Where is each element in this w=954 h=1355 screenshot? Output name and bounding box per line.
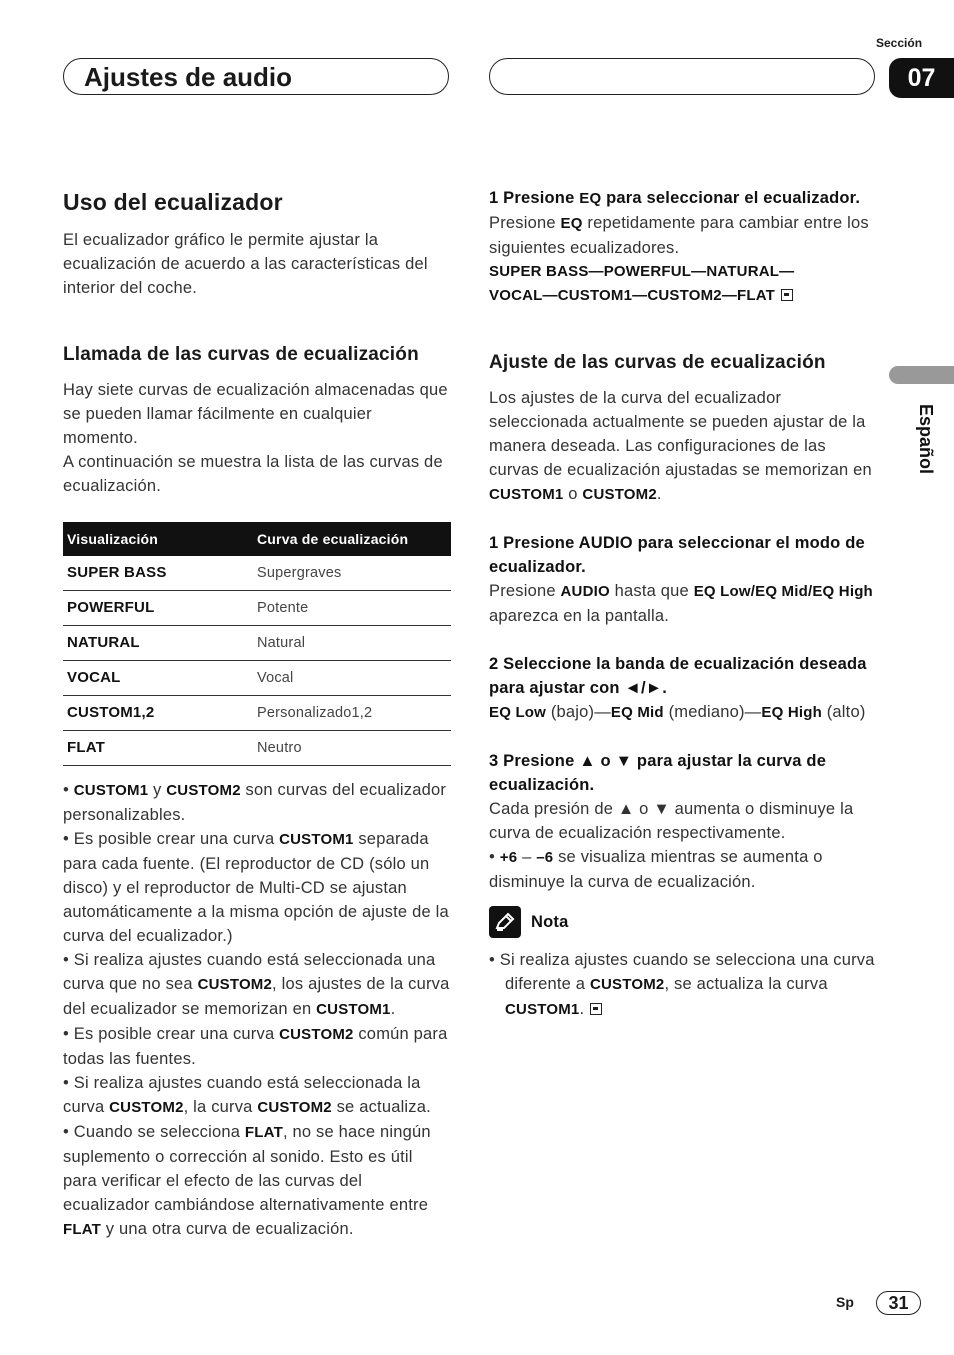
- table-cell-display: POWERFUL: [63, 591, 253, 626]
- bullet-custom-curves: • CUSTOM1 y CUSTOM2 son curvas del ecualizador personalizables.: [63, 781, 447, 824]
- table-row: [63, 661, 451, 696]
- note-bullet: • Si realiza ajustes cuando se selecciona una curva diferente a CUSTOM2, se actualiza la curva CUSTOM1.: [489, 951, 875, 1018]
- end-mark-icon: [781, 289, 793, 301]
- language-tab-marker: [889, 366, 954, 384]
- table-row: [63, 626, 451, 661]
- table-cell-curve: Vocal: [253, 661, 451, 696]
- step-audio-body: Presione AUDIO hasta que EQ Low/EQ Mid/EQ High aparezca en la pantalla.: [489, 582, 873, 625]
- table-cell-display: NATURAL: [63, 626, 253, 661]
- bullet-custom1-per-source: • Es posible crear una curva CUSTOM1 separada para cada fuente. (El reproductor de CD (sólo un disco) y el reproductor de Multi-CD se ajustan automáticamente a la misma opción de ajuste de la curva del ecualizador.): [63, 830, 449, 945]
- footer-language-code: Sp: [836, 1294, 854, 1310]
- language-label: Español: [916, 404, 936, 475]
- table-cell-curve: Supergraves: [253, 556, 451, 591]
- table-row: [63, 696, 451, 731]
- step-curve-title: 3 Presione ▲ o ▼ para ajustar la curva de ecualización.: [489, 752, 827, 794]
- eq-curves-table: [63, 522, 451, 766]
- bullet-flat: • Cuando se selecciona FLAT, no se hace ningún suplemento o corrección al sonido. Esto es útil para verificar el efecto de las curvas del ecualizador cambiándose alternativamente entre FLAT y una otra curva de ecualización.: [63, 1123, 431, 1238]
- table-cell-display: VOCAL: [63, 661, 253, 696]
- end-mark-icon: [590, 1003, 602, 1015]
- note-pencil-icon: [489, 906, 521, 938]
- step-curve-body: Cada presión de ▲ o ▼ aumenta o disminuye la curva de ecualización respectivamente.: [489, 800, 854, 842]
- section-heading: Uso del ecualizador: [63, 189, 283, 215]
- section-label: Sección: [876, 36, 923, 50]
- chapter-title-box: [63, 58, 449, 95]
- note-label: Nota: [531, 913, 569, 931]
- step-band-title: 2 Seleccione la banda de ecualización deseada para ajustar con ◄/►.: [489, 655, 867, 697]
- adjust-paragraph: Los ajustes de la curva del ecualizador seleccionada actualmente se pueden ajustar de la manera deseada. Las configuraciones de las curvas de ecualización ajustadas se memorizan en CUSTOM1 o CUSTOM2.: [489, 389, 872, 503]
- table-cell-curve: Potente: [253, 591, 451, 626]
- table-row: [63, 591, 451, 626]
- step-select-eq-title: 1 Presione EQ para seleccionar el ecualizador.: [489, 189, 861, 207]
- table-cell-curve: Personalizado1,2: [253, 696, 451, 731]
- step-curve-bullet: • +6 – –6 se visualiza mientras se aumenta o disminuye la curva de ecualización.: [489, 848, 823, 891]
- step-select-eq-body: Presione EQ repetidamente para cambiar entre los siguientes ecualizadores.: [489, 214, 869, 257]
- table-cell-curve: Neutro: [253, 731, 451, 766]
- subheading-recall: Llamada de las curvas de ecualización: [63, 344, 419, 365]
- subheading-adjust: Ajuste de las curvas de ecualización: [489, 352, 826, 373]
- bullet-custom2-update: • Si realiza ajustes cuando está seleccionada la curva CUSTOM2, la curva CUSTOM2 se actualiza.: [63, 1074, 431, 1116]
- table-cell-curve: Natural: [253, 626, 451, 661]
- blank-header-box: [489, 58, 875, 95]
- table-row: [63, 731, 451, 766]
- intro-paragraph: El ecualizador gráfico le permite ajustar la ecualización de acuerdo a las características del interior del coche.: [63, 231, 428, 297]
- recall-paragraph-1: Hay siete curvas de ecualización almacenadas que se pueden llamar fácilmente en cualquier momento.: [63, 381, 448, 447]
- eq-sequence-line-2: VOCAL—CUSTOM1—CUSTOM2—FLAT: [489, 284, 877, 308]
- bullet-custom2-common: • Es posible crear una curva CUSTOM2 común para todas las fuentes.: [63, 1025, 448, 1068]
- bullet-memorize-custom1: • Si realiza ajustes cuando está seleccionada una curva que no sea CUSTOM2, los ajustes de la curva del ecualizador se memorizan en CUSTOM1.: [63, 951, 450, 1018]
- note-header: [489, 906, 877, 938]
- step-audio-title: 1 Presione AUDIO para seleccionar el modo de ecualizador.: [489, 534, 865, 576]
- table-row: [63, 556, 451, 591]
- left-column: [63, 186, 451, 1242]
- table-cell-display: CUSTOM1,2: [63, 696, 253, 731]
- table-header-row: [63, 522, 451, 556]
- page-title: Ajustes de audio: [84, 62, 293, 92]
- eq-sequence-line-1: SUPER BASS—POWERFUL—NATURAL—: [489, 263, 795, 280]
- recall-paragraph-2: A continuación se muestra la lista de las curvas de ecualización.: [63, 453, 443, 495]
- section-number-badge: 07: [889, 58, 954, 98]
- table-cell-display: FLAT: [63, 731, 253, 766]
- table-cell-display: SUPER BASS: [63, 556, 253, 591]
- right-column: [489, 186, 877, 1022]
- step-band-body: EQ Low (bajo)—EQ Mid (mediano)—EQ High (alto): [489, 703, 866, 721]
- table-header-curve: Curva de ecualización: [253, 522, 451, 556]
- page-number: 31: [876, 1291, 921, 1315]
- table-header-display: Visualización: [63, 522, 253, 556]
